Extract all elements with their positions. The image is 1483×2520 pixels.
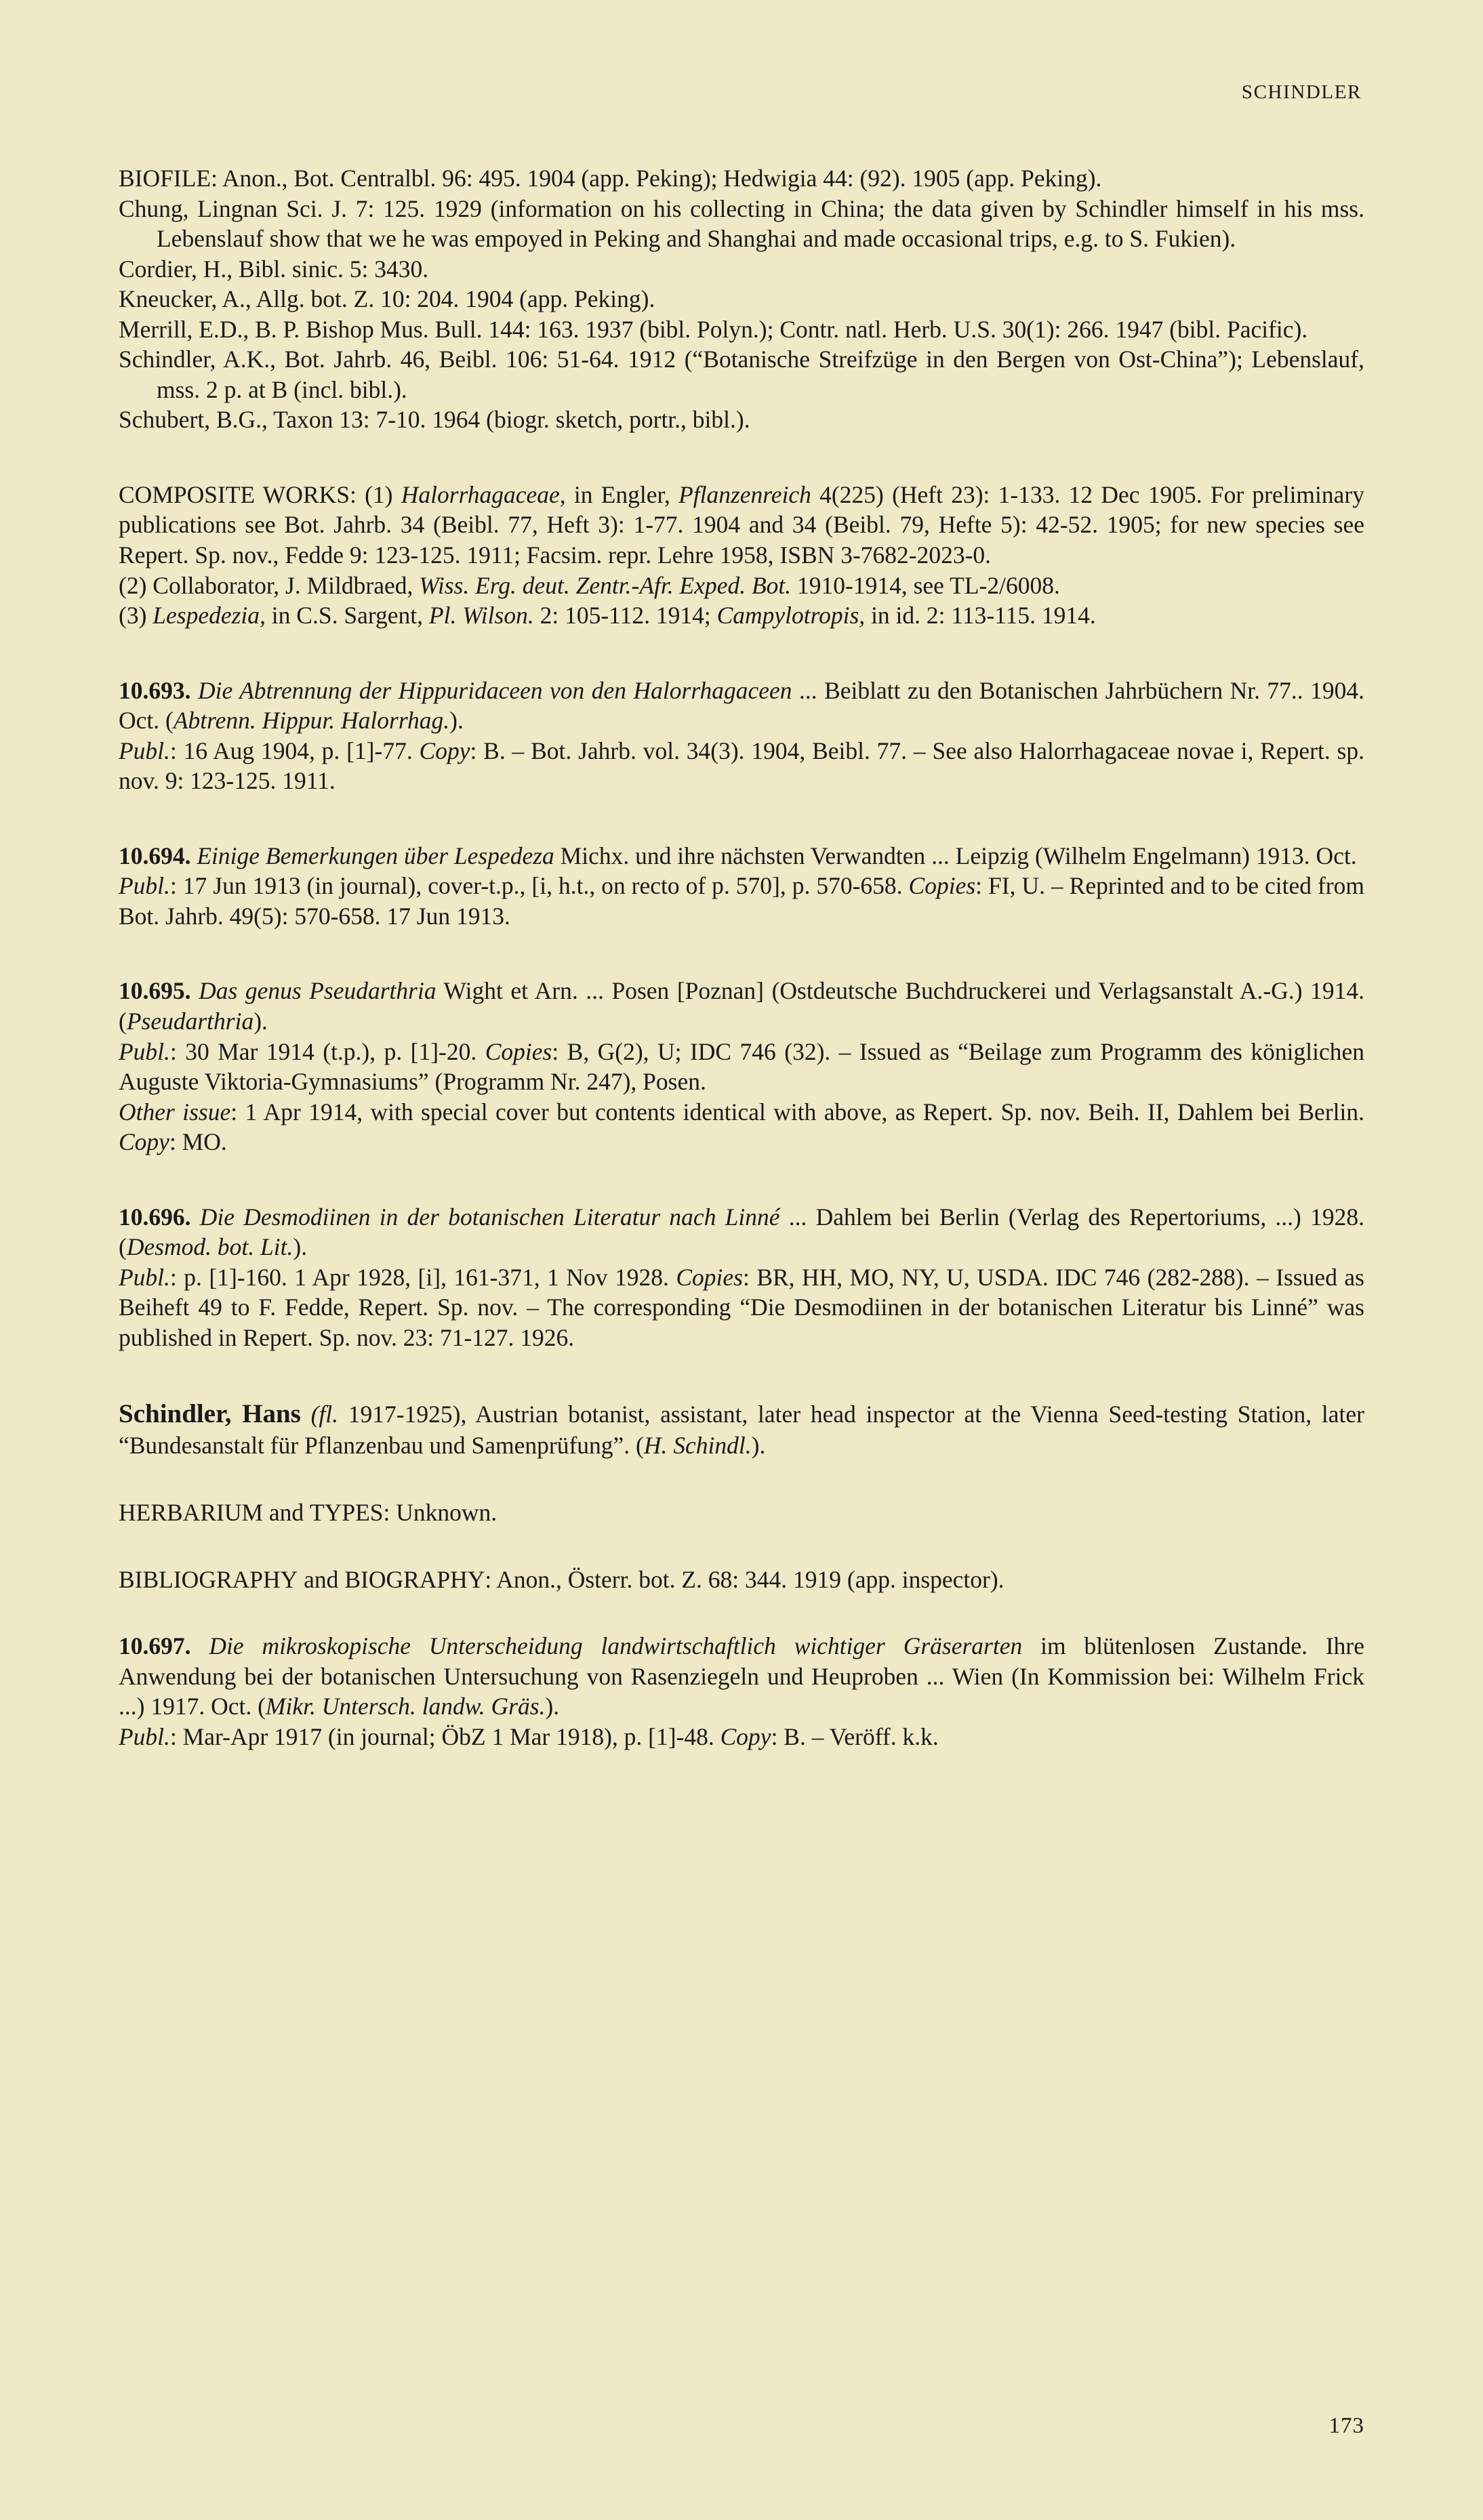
- other-issue-label: Other issue: [119, 1098, 231, 1125]
- work-number: 10.697.: [119, 1632, 191, 1660]
- work-abbrev: Desmod. bot. Lit.: [126, 1233, 293, 1261]
- biofile-entry-text: Cordier, H., Bibl. sinic. 5: 3430.: [119, 255, 429, 283]
- composite-text: Collaborator, J. Mildbraed,: [153, 571, 420, 599]
- herbarium-conjunction: and: [263, 1498, 310, 1526]
- spacer: [119, 1594, 1364, 1631]
- work-number: 10.695.: [119, 977, 191, 1005]
- bibliography-label: BIBLIOGRAPHY: [119, 1565, 298, 1593]
- copies-label: Copies: [485, 1037, 552, 1065]
- composite-works-item: COMPOSITE WORKS: (1) Halorrhagaceae, in Engler, Pflanzenreich 4(225) (Heft 23): 1-133. 12 Dec 1905. For preliminary publications see Bot. Jahrb. 34 (Beibl. 77, Heft 3): 1-77. 1904 and 34 (Beibl. 79, Hefte 5): 42-52. 1905; for new species see Repert. Sp. nov., Fedde 9: 123-125. 1911; Facsim. repr. Lehre 1958, ISBN 3-7682-2023-0.: [119, 480, 1364, 569]
- composite-title-2: Pl. Wilson.: [428, 602, 534, 629]
- work-after: ).: [293, 1233, 308, 1261]
- publ-text: : 17 Jun 1913 (in journal), cover-t.p., [i, h.t., on recto of p. 570], p. 570-658.: [169, 872, 909, 900]
- work-publ-line: [119, 1037, 1364, 1097]
- composite-title-3: Campylotropis,: [716, 602, 866, 629]
- biofile-entry-text: Kneucker, A., Allg. bot. Z. 10: 204. 1904 (app. Peking).: [119, 285, 655, 313]
- work-publ-line: [119, 1722, 1364, 1752]
- work-after: ).: [449, 707, 464, 735]
- composite-marker: (3): [119, 602, 147, 629]
- work-entry: [119, 1631, 1364, 1722]
- spacer: [119, 1528, 1364, 1565]
- work-title: Die Abtrennung der Hippuridaceen von den Halorrhagaceen: [197, 676, 792, 704]
- person-dates: (fl.: [310, 1400, 339, 1428]
- work-number: 10.696.: [119, 1203, 191, 1231]
- work-entry: [119, 1202, 1364, 1262]
- work-after: ).: [253, 1008, 268, 1035]
- composite-text: in C.S. Sargent,: [265, 602, 429, 629]
- work-title: Das genus Pseudarthria: [199, 977, 436, 1005]
- biofile-entry: BIOFILE: Anon., Bot. Centralbl. 96: 495. 1904 (app. Peking); Hedwigia 44: (92). 1905 (app. Peking).: [119, 165, 1102, 192]
- work-abbrev: Mikr. Untersch. landw. Gräs.: [265, 1693, 546, 1720]
- spacer: [119, 1157, 1364, 1202]
- biofile-entry-text: Merrill, E.D., B. P. Bishop Mus. Bull. 144: 163. 1937 (bibl. Polyn.); Contr. natl. Herb. U.S. 30(1): 266. 1947 (bibl. Pacific).: [119, 315, 1308, 343]
- spacer: [119, 631, 1364, 676]
- copy-label: Copy: [419, 737, 470, 764]
- copies-text: : FI, U. – Reprinted and to be cited from Bot. Jahrb. 49(5): 570-658. 17 Jun 1913.: [119, 872, 1364, 930]
- copy-text: : B. – Bot. Jahrb. vol. 34(3). 1904, Beibl. 77. – See also Halorrhagaceae novae i, Repert. sp. nov. 9: 123-125. 1911.: [119, 737, 1364, 795]
- work-title-rest: Michx. und ihre nächsten Verwandten ... Leipzig (Wilhelm Engelmann) 1913. Oct.: [554, 842, 1357, 869]
- publ-text: : 30 Mar 1914 (t.p.), p. [1]-20.: [169, 1037, 485, 1065]
- composite-title: Halorrhagaceae,: [401, 480, 566, 508]
- work-number: 10.693.: [119, 676, 191, 704]
- biofile-entry: [119, 194, 1364, 254]
- work-publ-line: [119, 871, 1364, 931]
- herbarium-line: [119, 1497, 1364, 1528]
- publ-label: Publ.: [119, 872, 170, 900]
- work-title: Einige Bemerkungen über Lespedeza: [197, 842, 554, 869]
- copies-text: : BR, HH, MO, NY, U, USDA. IDC 746 (282-288). – Issued as Beiheft 49 to F. Fedde, Repert. Sp. nov. – The corresponding “Die Desmodiinen in der botanischen Literatur bis Linné” was published in Repert. Sp. nov. 23: 71-127. 1926.: [119, 1263, 1364, 1351]
- biofile-entry: [119, 405, 1364, 435]
- work-title-rest: ... Dahlem bei Berlin (Verlag des Repertoriums, ...) 1928. (: [119, 1203, 1364, 1261]
- page-number: 173: [1328, 2414, 1364, 2438]
- biofile-entry: [119, 314, 1364, 345]
- copy-text: : B. – Veröff. k.k.: [771, 1722, 939, 1750]
- copy-label: Copy: [720, 1722, 771, 1750]
- spacer: [119, 1353, 1364, 1398]
- composite-works-label: COMPOSITE WORKS: [119, 480, 350, 508]
- work-title-rest: im blütenlosen Zustande. Ihre Anwendung bei der botanischen Untersuchung von Rasenziegeln und Heuproben ... Wien (In Kommission bei: Wilhelm Frick ...) 1917. Oct. (: [119, 1632, 1364, 1720]
- bibliography-conjunction: and: [298, 1565, 345, 1593]
- work-entry: [119, 841, 1364, 871]
- spacer: [119, 796, 1364, 841]
- composite-marker: (1): [365, 480, 393, 508]
- work-abbrev: Pseudarthria: [126, 1008, 254, 1035]
- publ-label: Publ.: [119, 1722, 170, 1750]
- composite-title: Lespedezia,: [153, 602, 266, 629]
- biofile-entry-text: Anon., Bot. Centralbl. 96: 495. 1904 (app. Peking); Hedwigia 44: (92). 1905 (app. Peking).: [222, 165, 1102, 192]
- biofile-entry-text: Schubert, B.G., Taxon 13: 7-10. 1964 (biogr. sketch, portr., bibl.).: [119, 406, 750, 434]
- biofile-entry: [119, 284, 1364, 314]
- biofile-entry-text: Chung, Lingnan Sci. J. 7: 125. 1929 (information on his collecting in China; the data given by Schindler himself in his mss. Lebenslauf show that we he was empoyed in Peking and Shanghai and made occasional trips, e.g. to S. Fukien).: [119, 194, 1364, 253]
- publ-label: Publ.: [119, 1263, 170, 1291]
- copy-label: Copy: [119, 1128, 169, 1156]
- composite-title: Wiss. Erg. deut. Zentr.-Afr. Exped. Bot.: [419, 571, 792, 599]
- publ-text: : 16 Aug 1904, p. [1]-77.: [169, 737, 420, 764]
- work-publ-line: [119, 1262, 1364, 1353]
- other-issue-text: : 1 Apr 1914, with special cover but contents identical with above, as Repert. Sp. nov. Beih. II, Dahlem bei Berlin.: [230, 1098, 1364, 1125]
- types-label: TYPES: [310, 1498, 384, 1526]
- composite-text: in Engler,: [565, 480, 679, 508]
- composite-rest: 1910-1914, see TL-2/6008.: [791, 571, 1060, 599]
- work-title: Die Desmodiinen in der botanischen Literatur nach Linné: [199, 1203, 780, 1231]
- biofile-entry: [119, 344, 1364, 405]
- publ-text: : Mar-Apr 1917 (in journal; ÖbZ 1 Mar 1918), p. [1]-48.: [169, 1722, 720, 1750]
- work-abbrev: Abtrenn. Hippur. Halorrhag.: [173, 707, 450, 735]
- work-entry: [119, 676, 1364, 736]
- herbarium-label: HERBARIUM: [119, 1498, 264, 1526]
- person-after: ).: [751, 1432, 766, 1460]
- work-number: 10.694.: [119, 842, 191, 869]
- bibliography-text: : Anon., Österr. bot. Z. 68: 344. 1919 (app. inspector).: [485, 1565, 1004, 1593]
- composite-rest-2: in id. 2: 113-115. 1914.: [865, 602, 1096, 629]
- work-title-rest: Wight et Arn. ... Posen [Poznan] (Ostdeutsche Buchdruckerei und Verlagsanstalt A.-G.) 1914. (: [119, 977, 1365, 1035]
- spacer: [119, 435, 1364, 480]
- biofile-entry-text: Schindler, A.K., Bot. Jahrb. 46, Beibl. 106: 51-64. 1912 (“Botanische Streifzüge in den Bergen von Ost-China”); Lebenslauf, mss. 2 p. at B (incl. bibl.).: [119, 346, 1364, 403]
- publ-label: Publ.: [119, 1037, 170, 1065]
- person-abbrev: H. Schindl.: [643, 1432, 752, 1460]
- publ-label: Publ.: [119, 737, 170, 764]
- composite-works-item: [119, 571, 1364, 601]
- copies-label: Copies: [676, 1263, 743, 1291]
- composite-rest: 2: 105-112. 1914;: [533, 602, 717, 629]
- work-publ-line: [119, 736, 1364, 796]
- copies-label: Copies: [908, 872, 976, 900]
- person-entry: [119, 1398, 1364, 1461]
- person-description: 1917-1925), Austrian botanist, assistant, later head inspector at the Vienna Seed-testing Station, later “Bundesanstalt für Pflanzenbau und Samenprüfung”. (: [119, 1400, 1364, 1460]
- composite-works-item: [119, 600, 1364, 631]
- herbarium-text: : Unknown.: [383, 1498, 497, 1526]
- spacer: [119, 1461, 1364, 1497]
- composite-title-2: Pflanzenreich: [678, 480, 811, 508]
- work-title-rest: ... Beiblatt zu den Botanischen Jahrbüchern Nr. 77.. 1904. Oct. (: [119, 676, 1365, 735]
- composite-rest: 4(225) (Heft 23): 1-133. 12 Dec 1905. For preliminary publications see Bot. Jahrb. 34 (Beibl. 77, Heft 3): 1-77. 1904 and 34 (Beibl. 79, Hefte 5): 42-52. 1905; for new species see Repert. Sp. nov., Fedde 9: 123-125. 1911; Facsim. repr. Lehre 1958, ISBN 3-7682-2023-0.: [119, 480, 1364, 569]
- copy-text: : MO.: [169, 1128, 227, 1156]
- spacer: [119, 931, 1364, 976]
- work-title: Die mikroskopische Unterscheidung landwirtschaftlich wichtiger Gräserarten: [209, 1632, 1023, 1660]
- work-entry: [119, 976, 1364, 1036]
- biofile-entry: [119, 254, 1364, 285]
- person-name: Schindler, Hans: [119, 1399, 301, 1428]
- publ-text: : p. [1]-160. 1 Apr 1928, [i], 161-371, 1 Nov 1928.: [169, 1263, 676, 1291]
- copies-text: : B, G(2), U; IDC 746 (32). – Issued as “Beilage zum Programm des königlichen Auguste Viktoria-Gymnasiums” (Programm Nr. 247), Posen.: [119, 1037, 1364, 1096]
- work-other-issue-line: [119, 1097, 1364, 1157]
- composite-marker: (2): [119, 571, 147, 599]
- biofile-label: BIOFILE: [119, 165, 211, 192]
- running-head: SCHINDLER: [1241, 81, 1362, 103]
- bibliography-line: [119, 1565, 1364, 1595]
- biography-label: BIOGRAPHY: [344, 1565, 485, 1593]
- work-after: ).: [545, 1693, 560, 1720]
